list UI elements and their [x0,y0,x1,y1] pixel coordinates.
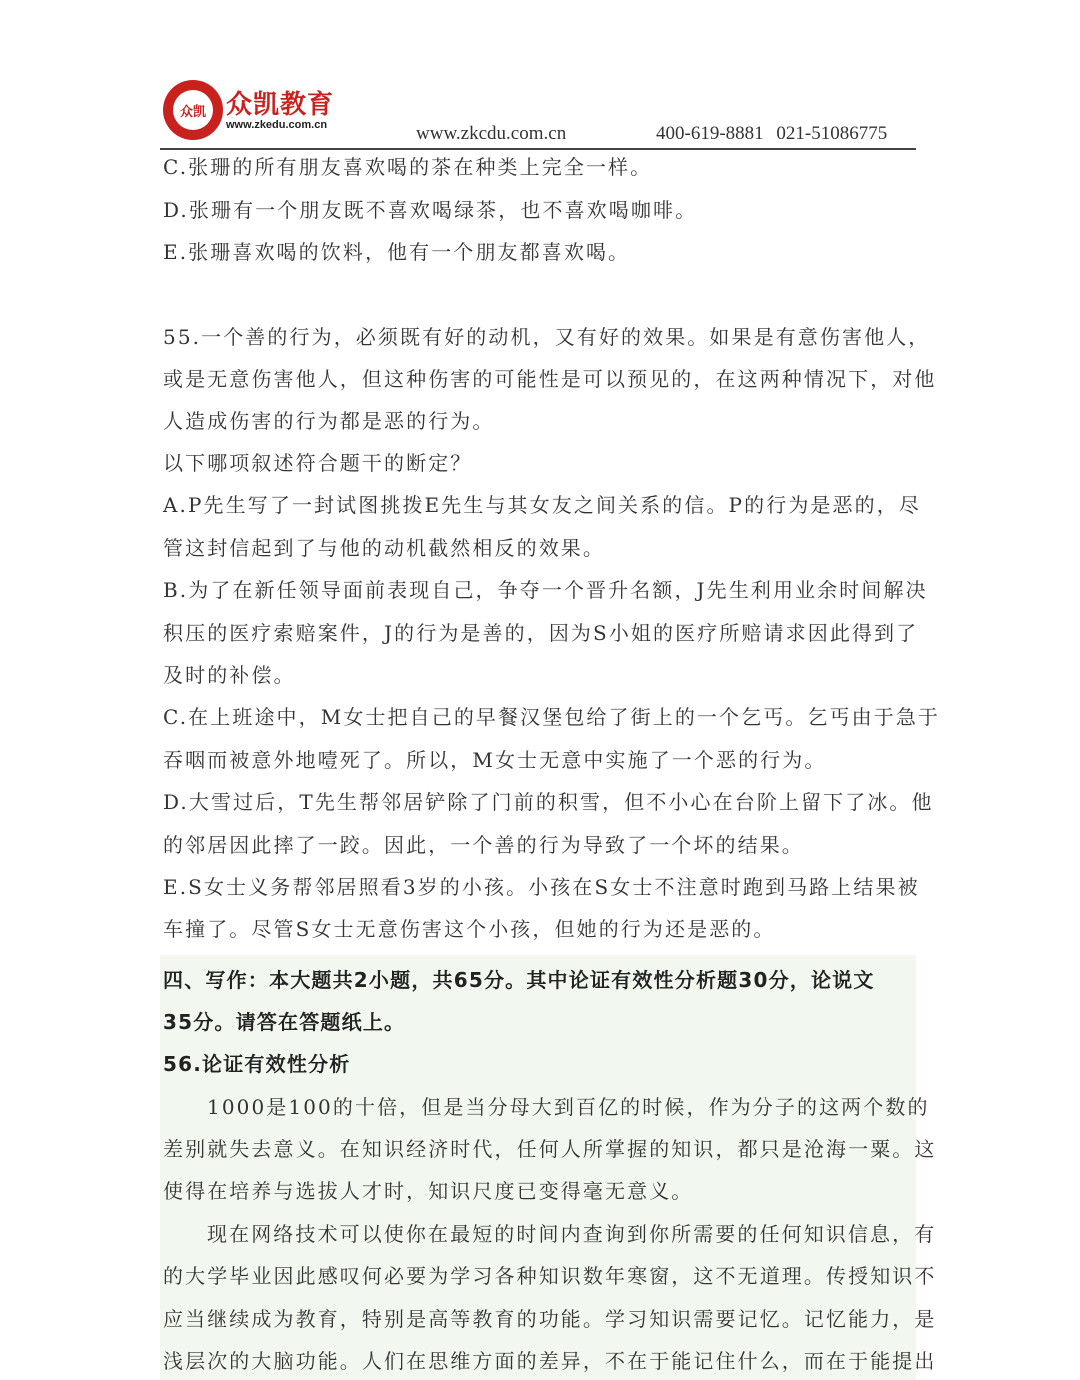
brand-url: www.zkedu.com.cn [226,119,328,131]
text-line: 以下哪项叙述符合题干的断定？ [163,451,473,475]
text-line: 积压的医疗索赔案件，J的行为是善的，因为S小姐的医疗所赔请求因此得到了 [163,621,919,645]
text-line: 使得在培养与选拔人才时，知识尺度已变得毫无意义。 [163,1179,694,1203]
text-line: 56.论证有效性分析 [163,1052,351,1076]
text-line: 及时的补偿。 [163,663,296,687]
text-line: 吞咽而被意外地噎死了。所以，M女士无意中实施了一个恶的行为。 [163,748,827,772]
brand-name: 众凯教育 [226,90,335,120]
text-line: 管这封信起到了与他的动机截然相反的效果。 [163,536,605,560]
text-line: C.在上班途中，M女士把自己的早餐汉堡包给了街上的一个乞丐。乞丐由于急于 [163,705,941,729]
text-line: 差别就失去意义。在知识经济时代，任何人所掌握的知识，都只是沧海一粟。这 [163,1137,937,1161]
text-line: C.张珊的所有朋友喜欢喝的茶在种类上完全一样。 [163,155,653,179]
text-line: 或是无意伤害他人，但这种伤害的可能性是可以预见的，在这两种情况下，对他 [163,367,937,391]
header-divider [160,148,916,150]
text-line: B.为了在新任领导面前表现自己，争夺一个晋升名额，J先生利用业余时间解决 [163,578,928,602]
text-line: A.P先生写了一封试图挑拨E先生与其女友之间关系的信。P的行为是恶的，尽 [163,493,921,517]
brand-logo [163,80,223,140]
text-line: 人造成伤害的行为都是恶的行为。 [163,409,495,433]
text-line: 现在网络技术可以使你在最短的时间内查询到你所需要的任何知识信息，有 [207,1222,937,1246]
text-line: 的邻居因此摔了一跤。因此，一个善的行为导致了一个坏的结果。 [163,833,804,857]
text-line: 应当继续成为教育，特别是高等教育的功能。学习知识需要记忆。记忆能力，是 [163,1307,937,1331]
text-line: D.张珊有一个朋友既不喜欢喝绿茶，也不喜欢喝咖啡。 [163,198,698,222]
text-line: 车撞了。尽管S女士无意伤害这个小孩，但她的行为还是恶的。 [163,917,776,941]
text-line: E.S女士义务帮邻居照看3岁的小孩。小孩在S女士不注意时跑到马路上结果被 [163,875,920,899]
text-line: E.张珊喜欢喝的饮料，他有一个朋友都喜欢喝。 [163,240,631,264]
header-phone: 400-619-8881 021-51086775 [656,123,888,144]
text-line: 35分。请答在答题纸上。 [163,1010,406,1034]
logo-text: 众凯 [173,90,213,130]
text-line: D.大雪过后，T先生帮邻居铲除了门前的积雪，但不小心在台阶上留下了冰。他 [163,790,934,814]
header-website: www.zkcdu.com.cn [416,123,567,144]
text-line: 四、写作：本大题共2小题，共65分。其中论证有效性分析题30分，论说文 [163,968,875,992]
text-line: 1000是100的十倍，但是当分母大到百亿的时候，作为分子的这两个数的 [207,1095,930,1119]
text-line: 浅层次的大脑功能。人们在思维方面的差异，不在于能记住什么，而在于能提出 [163,1349,937,1373]
text-line: 的大学毕业因此感叹何必要为学习各种知识数年寒窗，这不无道理。传授知识不 [163,1264,937,1288]
text-line: 55.一个善的行为，必须既有好的动机，又有好的效果。如果是有意伤害他人， [163,325,931,349]
